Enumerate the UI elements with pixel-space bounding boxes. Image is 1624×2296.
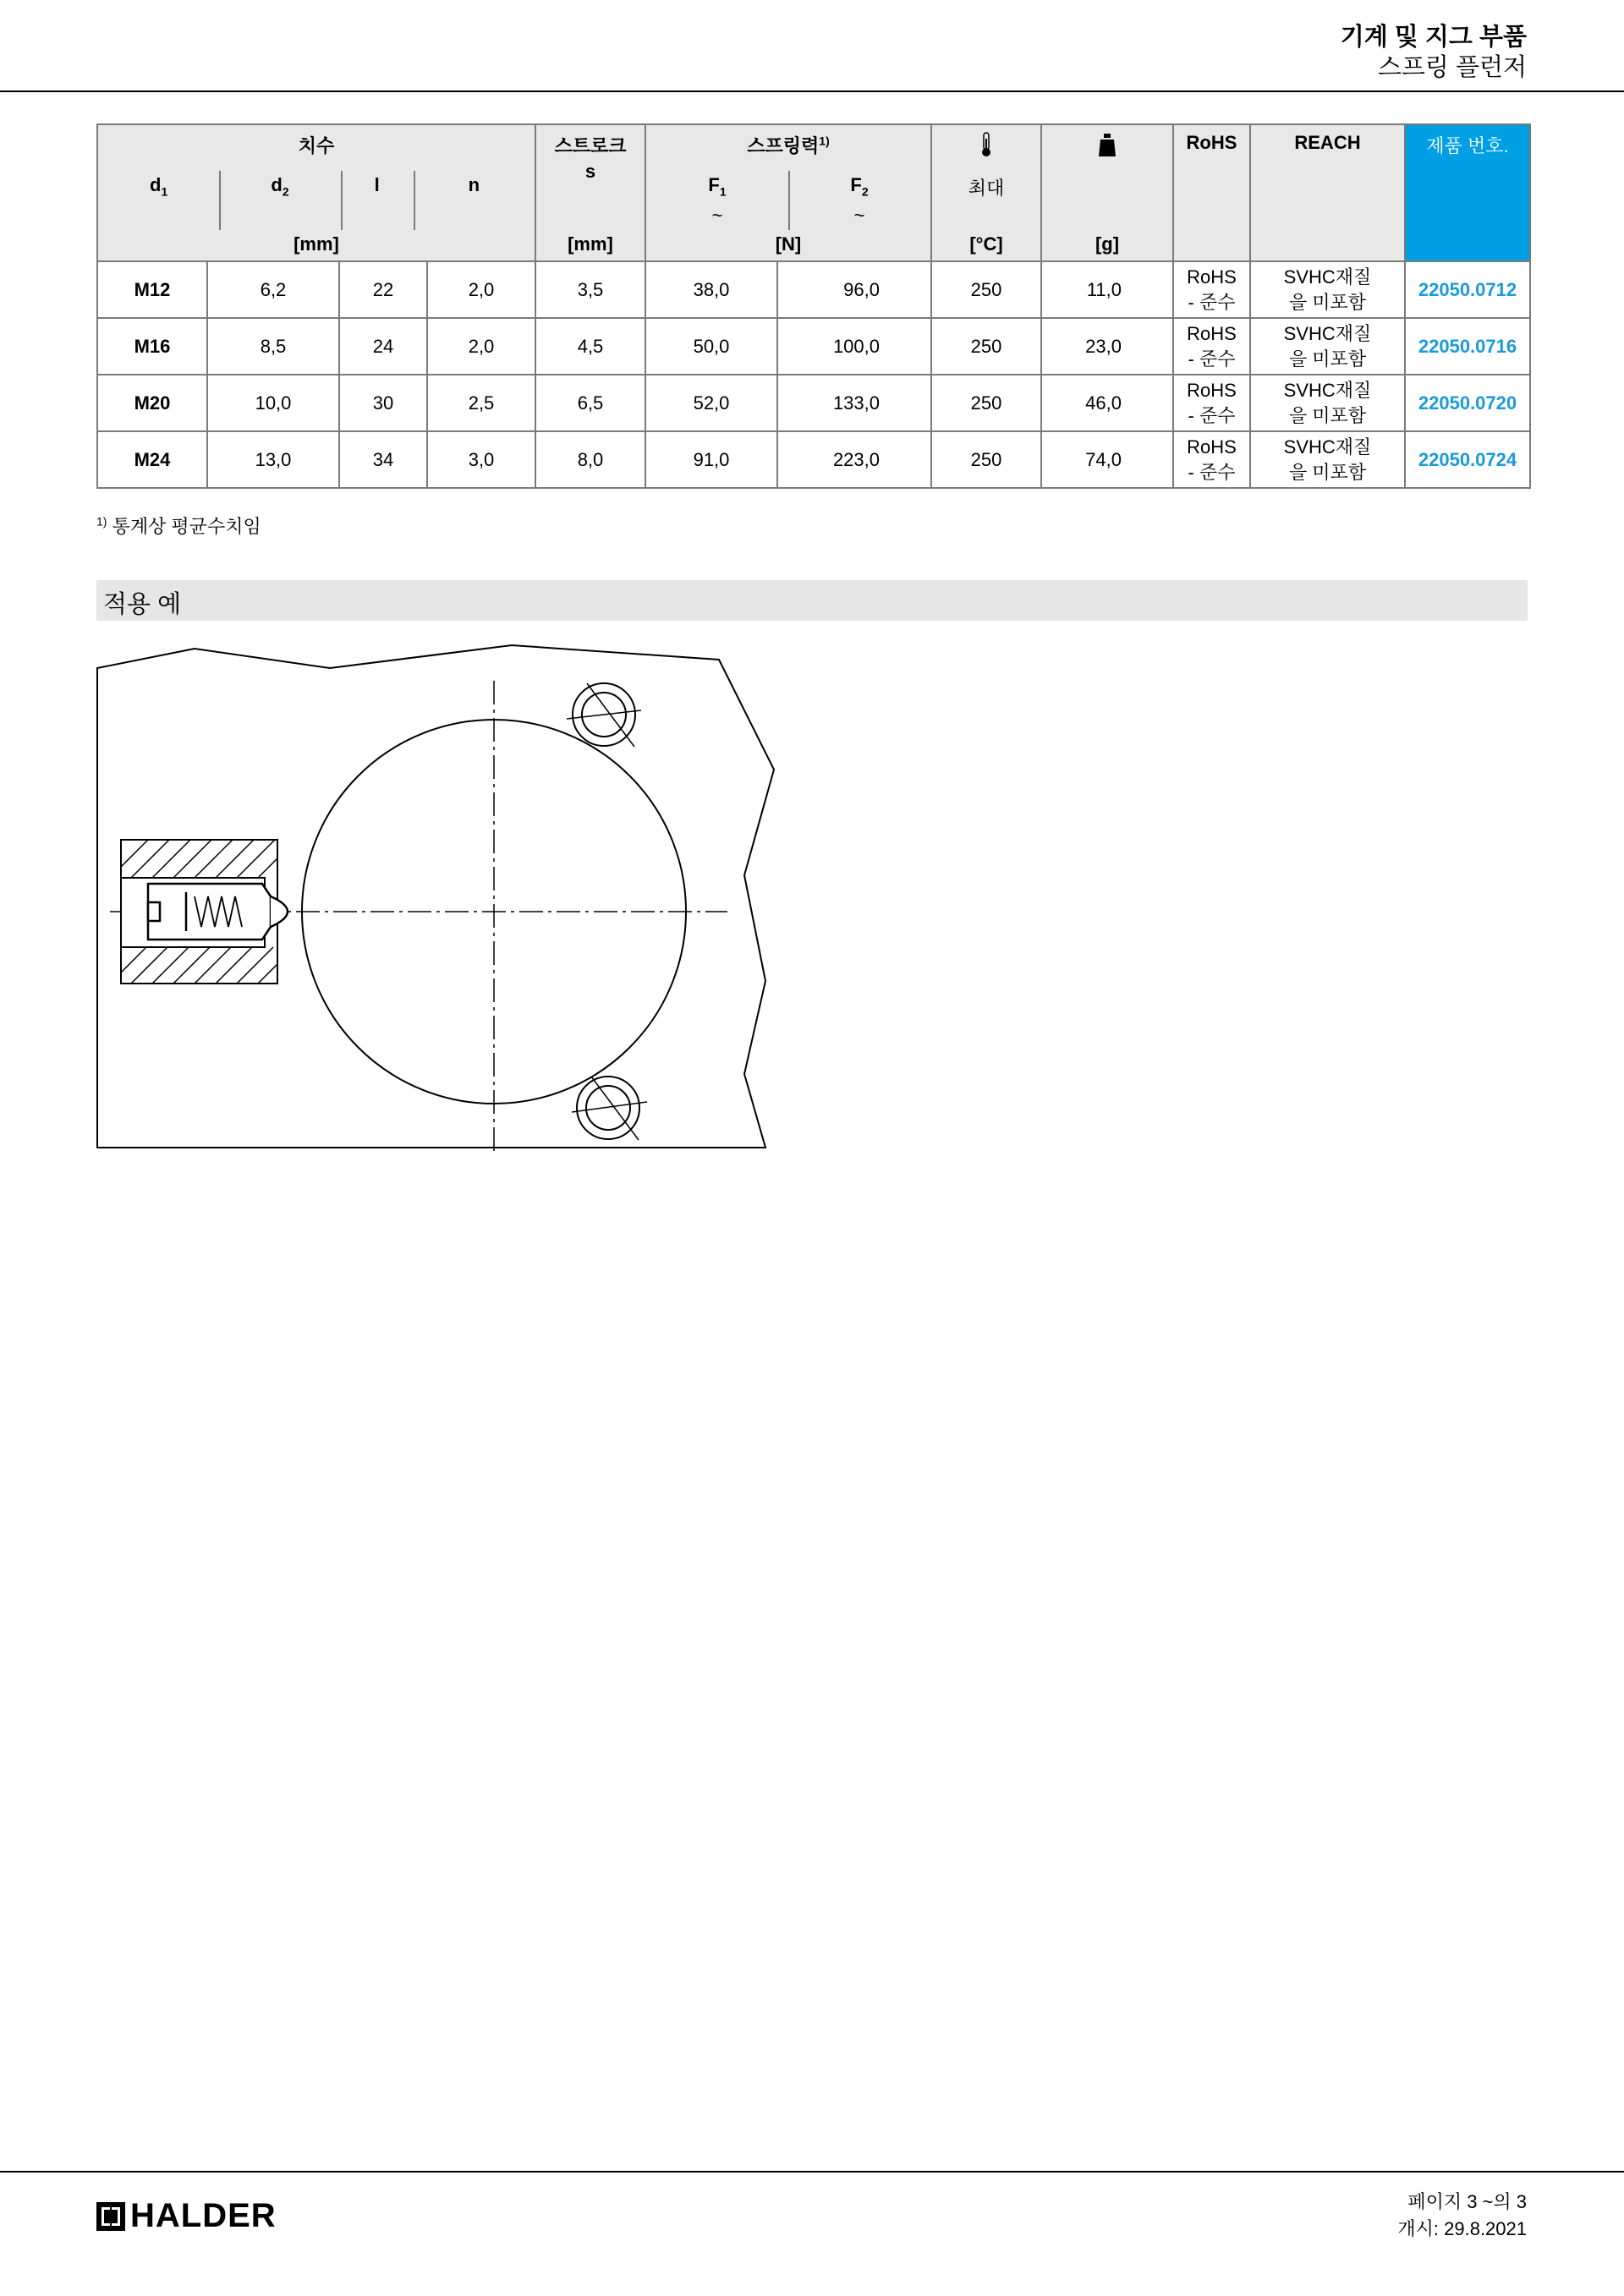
cell-part-number: 22050.0712 [1405, 261, 1530, 318]
cell-weight: 74,0 [1041, 431, 1173, 488]
cell-weight: 23,0 [1041, 318, 1173, 375]
cell-rohs: RoHS - 준수 [1173, 261, 1250, 318]
cell-f1: 38,0 [645, 261, 777, 318]
cell-l: 30 [339, 375, 427, 431]
stroke-unit: [mm] [568, 233, 613, 255]
cell-part-number: 22050.0716 [1405, 318, 1530, 375]
dimensions-unit: [mm] [294, 233, 339, 255]
cell-d1: M20 [97, 375, 207, 431]
cell-stroke: 6,5 [535, 375, 645, 431]
f2-tilde: ~ [853, 205, 865, 226]
cell-temp: 250 [931, 261, 1041, 318]
cell-d2: 13,0 [207, 431, 339, 488]
col-d2-header: $d_2$ [271, 174, 289, 199]
footer-info [1397, 2189, 1527, 2243]
stroke-label: 스트로크 [554, 135, 627, 156]
table-row [97, 318, 1530, 375]
cell-n: 2,0 [427, 318, 535, 375]
cell-l: 24 [339, 318, 427, 375]
col-n-header: n [468, 174, 480, 195]
reach-header [1250, 124, 1405, 261]
footer-divider [0, 2171, 1624, 2173]
spring-force-label: 스프링력$^{1)}$ [747, 134, 830, 156]
table-row [97, 261, 1530, 318]
cell-stroke: 4,5 [535, 318, 645, 375]
reach-header-label: REACH [1294, 132, 1361, 153]
cell-f2: 96,0 [777, 261, 931, 318]
footnote: $^{1)}$ 통계상 평균수치임 [96, 514, 261, 537]
cell-f1: 52,0 [645, 375, 777, 431]
spec-table [96, 123, 1531, 489]
weight-unit: [g] [1095, 233, 1120, 255]
stroke-header [535, 124, 645, 261]
halder-logo [96, 2197, 277, 2235]
cell-weight: 11,0 [1041, 261, 1173, 318]
cell-reach: SVHC재질 을 미포함 [1250, 318, 1405, 375]
cell-part-number: 22050.0724 [1405, 431, 1530, 488]
thermometer-icon [932, 132, 1040, 162]
brand-name: HALDER [130, 2197, 277, 2234]
temperature-unit: [°C] [969, 233, 1003, 255]
cell-rohs: RoHS - 준수 [1173, 375, 1250, 431]
category-title: 기계 및 지그 부품 [1340, 24, 1527, 51]
force-unit: [N] [775, 233, 802, 255]
spring-plunger [148, 884, 288, 940]
cell-l: 22 [339, 261, 427, 318]
bolt-bottom-inner [586, 1086, 630, 1130]
part-number-header-label: 제품 번호. [1426, 135, 1509, 156]
cell-n: 3,0 [427, 431, 535, 488]
cell-n: 2,0 [427, 261, 535, 318]
part-number-header [1405, 124, 1530, 261]
page-header [1341, 22, 1527, 83]
weight-icon [1042, 132, 1172, 162]
col-l-header: l [374, 174, 380, 195]
issue-date: 개시: 29.8.2021 [1397, 2218, 1527, 2239]
cell-reach: SVHC재질 을 미포함 [1250, 261, 1405, 318]
cell-f1: 91,0 [645, 431, 777, 488]
cell-f1: 50,0 [645, 318, 777, 375]
dimensions-group-label: 치수 [298, 135, 335, 156]
cell-f2: 100,0 [777, 318, 931, 375]
cell-stroke: 3,5 [535, 261, 645, 318]
cell-f2: 133,0 [777, 375, 931, 431]
col-f2-header: $F_2$ [850, 174, 869, 199]
weight-header [1041, 124, 1173, 261]
cell-d1: M16 [97, 318, 207, 375]
cell-weight: 46,0 [1041, 375, 1173, 431]
page-indicator: 페이지 3 ~의 3 [1407, 2191, 1527, 2212]
cell-reach: SVHC재질 을 미포함 [1250, 431, 1405, 488]
col-f1-header: $F_1$ [708, 174, 727, 199]
header-divider [0, 90, 1624, 92]
stroke-symbol: s [584, 161, 596, 182]
cell-l: 34 [339, 431, 427, 488]
cell-d1: M12 [97, 261, 207, 318]
cell-rohs: RoHS - 준수 [1173, 431, 1250, 488]
cell-part-number: 22050.0720 [1405, 375, 1530, 431]
spring-force-header [645, 124, 931, 261]
table-row [97, 431, 1530, 488]
f1-tilde: ~ [711, 205, 723, 226]
section-title: 적용 예 [103, 591, 182, 618]
rohs-header [1173, 124, 1250, 261]
cell-d2: 10,0 [207, 375, 339, 431]
rohs-header-label: RoHS [1186, 132, 1237, 153]
cell-temp: 250 [931, 431, 1041, 488]
cell-temp: 250 [931, 375, 1041, 431]
cell-f2: 223,0 [777, 431, 931, 488]
halder-logo-mark [96, 2202, 125, 2231]
cell-temp: 250 [931, 318, 1041, 375]
cell-d2: 6,2 [207, 261, 339, 318]
table-row [97, 375, 1530, 431]
col-d1-header: $d_1$ [150, 174, 168, 199]
dimensions-header [97, 124, 535, 261]
temperature-header [931, 124, 1041, 261]
cell-d1: M24 [97, 431, 207, 488]
cell-reach: SVHC재질 을 미포함 [1250, 375, 1405, 431]
cell-rohs: RoHS - 준수 [1173, 318, 1250, 375]
product-title: 스프링 플런저 [1377, 54, 1527, 81]
cell-n: 2,5 [427, 375, 535, 431]
application-example-drawing [93, 638, 778, 1154]
cell-d2: 8,5 [207, 318, 339, 375]
section-bar [96, 580, 1528, 621]
temperature-label: 최대 [968, 178, 1005, 199]
cell-stroke: 8,0 [535, 431, 645, 488]
